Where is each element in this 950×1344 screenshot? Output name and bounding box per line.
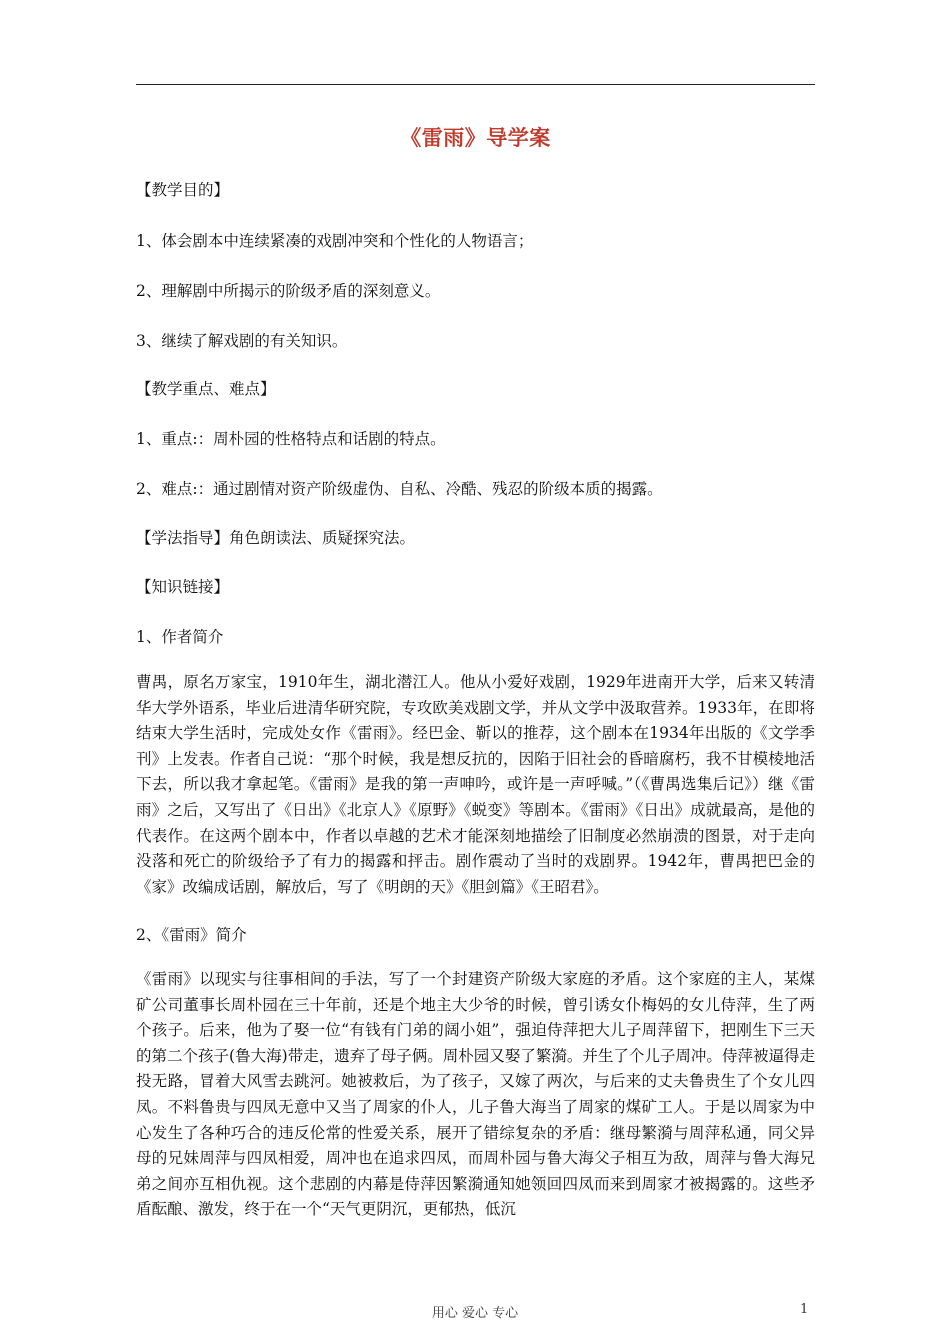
objective-item-1: 1、体会剧本中连续紧凑的戏剧冲突和个性化的人物语言； [136, 232, 534, 250]
key-point-item-2: 2、难点:：通过剧情对资产阶级虚伪、自私、冷酷、残忍的阶级本质的揭露。 [136, 480, 663, 498]
play-paragraph: 《雷雨》以现实与往事相间的手法，写了一个封建资产阶级大家庭的矛盾。这个家庭的主人，某煤矿公司董事长周朴园在三十年前，还是个地主大少爷的时候，曾引诱女仆梅妈的女儿侍萍，生了两个孩子。后来，他为了娶一位“有钱有门弟的阔小姐”，强迫侍萍把大儿子周萍留下，把刚生下三天的第二个孩子(鲁大海)带走，遗弃了母子俩。周朴园又娶了繁漪。并生了个儿子周冲。侍萍被逼得走投无路，冒着大风雪去跳河。她被救后，为了孩子，又嫁了两次，与后来的丈夫鲁贵生了个女儿四凤。不料鲁贵与四凤无意中又当了周家的仆人，儿子鲁大海当了周家的煤矿工人。于是以周家为中心发生了各种巧合的违反伦常的性爱关系，展开了错综复杂的矛盾：继母繁漪与周萍私通，同父异母的兄妹周萍与四凤相爱，周冲也在追求四凤，而周朴园与鲁大海父子相互为敌，周萍与鲁大海兄弟之间亦互相仇视。这个悲剧的内幕是侍萍因繁漪通知她领回四凤而来到周家才被揭露的。这些矛盾酝酿、激发，终于在一个“天气更阴沉，更郁热，低沉 [136, 970, 815, 1219]
key-points-heading: 【教学重点、难点】 [136, 380, 276, 398]
objective-item-2: 2、理解剧中所揭示的阶级矛盾的深刻意义。 [136, 282, 441, 300]
play-heading: 2、《雷雨》简介 [136, 926, 247, 944]
document-title: 《雷雨》导学案 [400, 125, 551, 150]
key-point-item-1: 1、重点:：周朴园的性格特点和话剧的特点。 [136, 430, 446, 448]
knowledge-heading: 【知识链接】 [136, 578, 230, 596]
method-line: 【学法指导】角色朗读法、质疑探究法。 [136, 529, 416, 547]
footer-motto: 用心 爱心 专心 [431, 1306, 519, 1321]
header-rule [136, 84, 815, 85]
author-paragraph: 曹禺，原名万家宝，1910年生，湖北潜江人。他从小爱好戏剧，1929年进南开大学，后来又转清华大学外语系，毕业后进清华研究院，专攻欧美戏剧文学，并从文学中汲取营养。1933年，在即将结束大学生活时，完成处女作《雷雨》。经巴金、靳以的推荐，这个剧本在1934年出版的《文学季刊》上发表。作者自己说：“那个时候，我是想反抗的，因陷于旧社会的昏暗腐朽，我不甘模棱地活下去，所以我才拿起笔。《雷雨》是我的第一声呻吟，或许是一声呼喊。”（《曹禺选集后记》）继《雷雨》之后，又写出了《日出》《北京人》《原野》《蜕变》等剧本。《雷雨》《日出》成就最高，是他的代表作。在这两个剧本中，作者以卓越的艺术才能深刻地描绘了旧制度必然崩溃的图景，对于走向没落和死亡的阶级给予了有力的揭露和抨击。剧作震动了当时的戏剧界。1942年，曹禺把巴金的《家》改编成话剧，解放后，写了《明朗的天》《胆剑篇》《王昭君》。 [136, 673, 815, 896]
page-number: 1 [800, 1302, 809, 1317]
objectives-heading: 【教学目的】 [136, 181, 230, 199]
objective-item-3: 3、继续了解戏剧的有关知识。 [136, 332, 348, 350]
author-heading: 1、作者简介 [136, 628, 224, 646]
